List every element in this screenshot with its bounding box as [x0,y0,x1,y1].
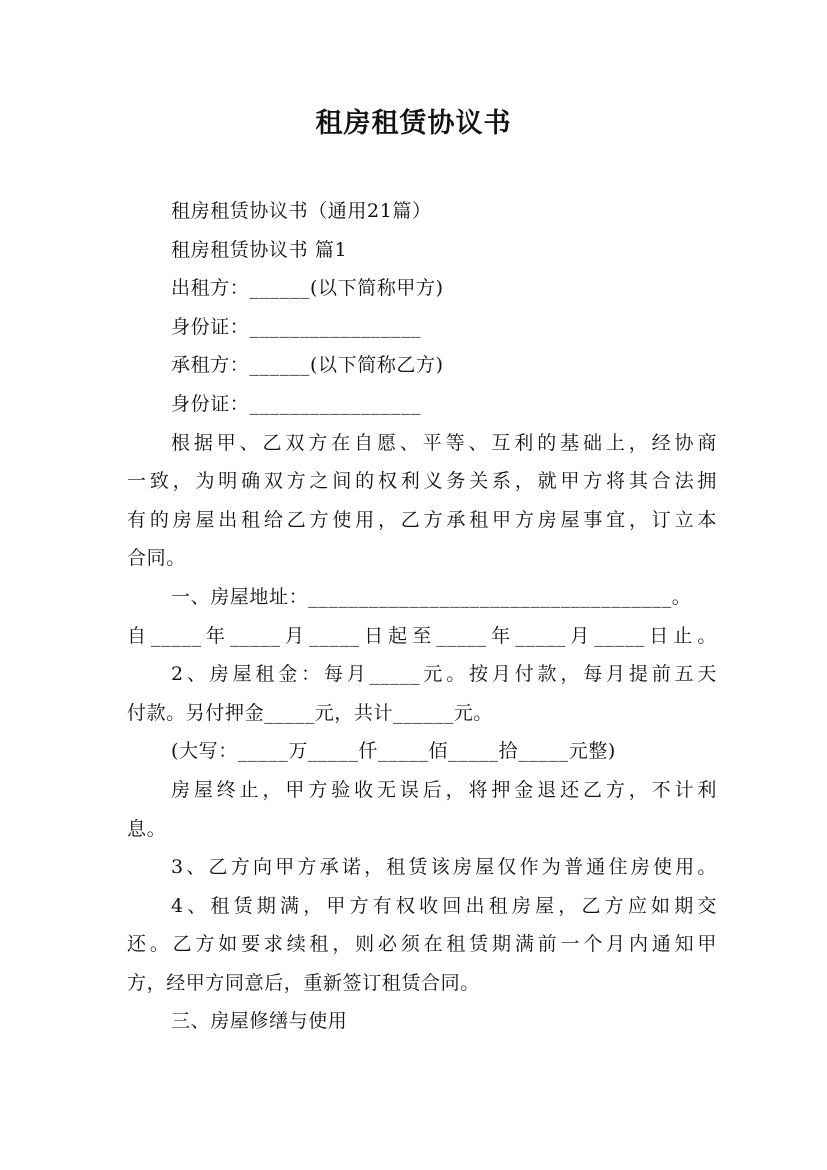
lessor-id-line: 身份证：_________________ [171,315,422,338]
lessee-id-line: 身份证：_________________ [171,392,422,415]
use-clause-line: 3、乙方向甲方承诺，租赁该房屋仅作为普通住房使用。 [171,856,717,879]
section-heading-line: 三、房屋修缮与使用 [171,1010,348,1033]
term-expiry-line: 方，经甲方同意后，重新签订租赁合同。 [127,971,480,994]
paragraph-line: 一致，为明确双方之间的权利义务关系，就甲方将其合法拥 [127,470,717,493]
subtitle-line: 租房租赁协议书（通用21篇） [171,200,432,222]
paragraph-line: 根据甲、乙双方在自愿、平等、互利的基础上，经协商 [171,431,717,454]
paragraph-line: 房屋终止，甲方验收无误后，将押金退还乙方，不计利 [171,778,717,801]
paragraph-line: 息。 [127,817,167,840]
lessor-line: 出租方：______(以下简称甲方) [171,277,444,300]
paragraph-line: 有的房屋出租给乙方使用，乙方承租甲方房屋事宜，订立本 [127,508,717,531]
paragraph-line: 合同。 [127,547,186,570]
lease-term-line: 自_____年_____月_____日起至_____年_____月_____日止。 [127,624,717,647]
section-heading-line: 租房租赁协议书 篇1 [171,238,348,261]
document-body [127,192,717,1041]
term-expiry-line: 4、租赁期满，甲方有权收回出租房屋，乙方应如期交 [171,894,717,917]
address-line: 一、房屋地址：____________________________________。 [171,585,692,608]
amount-words-line: (大写：_____万_____仟_____佰_____拾_____元整) [171,740,616,763]
rent-line: 2、房屋租金：每月_____元。按月付款，每月提前五天 [171,663,717,686]
term-expiry-line: 还。乙方如要求续租，则必须在租赁期满前一个月内通知甲 [127,933,717,956]
document-title: 租房租赁协议书 [315,108,512,139]
lessee-line: 承租方：______(以下简称乙方) [171,354,444,377]
deposit-line: 付款。另付押金_____元，共计______元。 [127,701,493,724]
